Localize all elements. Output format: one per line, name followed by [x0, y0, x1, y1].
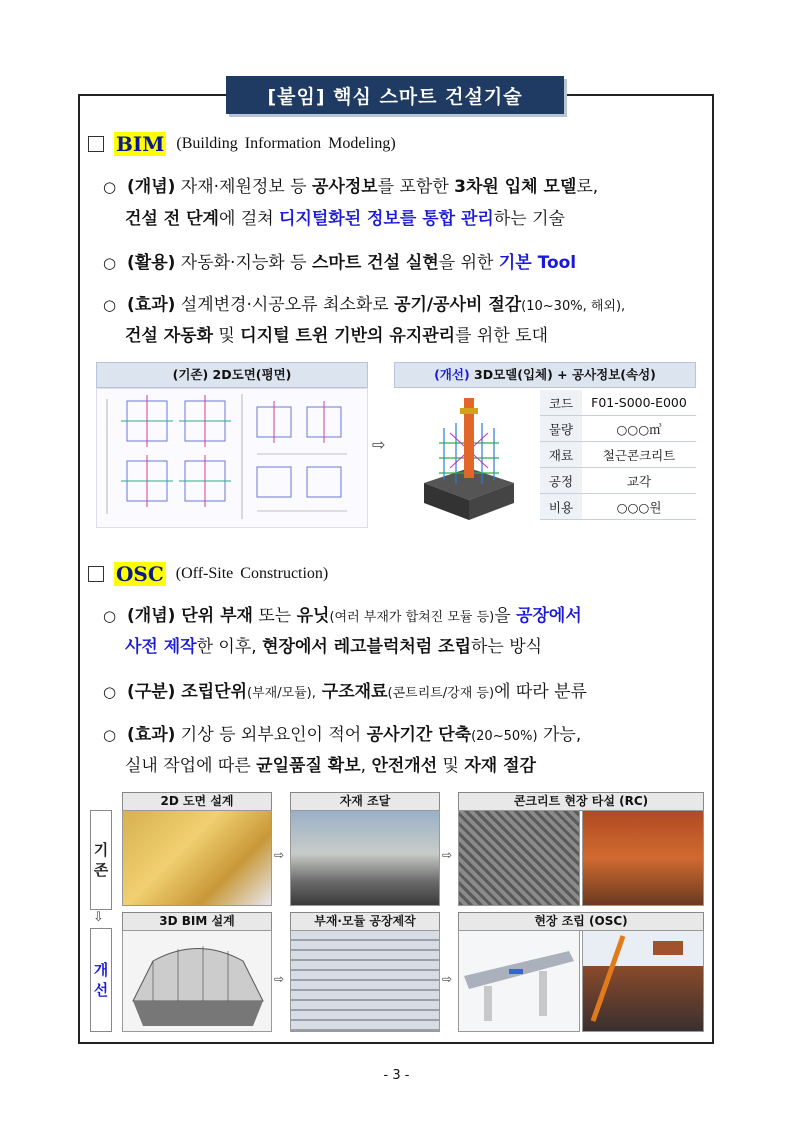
precast-slabs-image [290, 930, 440, 1032]
osc-item-1-cont: 사전 제작한 이후, 현장에서 레고블럭처럼 조립하는 방식 [125, 637, 543, 657]
bim-label: BIM [116, 132, 165, 156]
row1-col3-label: 콘크리트 현장 타설 (RC) [458, 792, 704, 811]
checkbox-square-icon [88, 136, 104, 152]
spec-table [540, 390, 696, 520]
row2-col3-label: 현장 조립 (OSC) [458, 912, 704, 931]
spec-row: 공정 교각 [540, 468, 696, 494]
osc-item-3: ○ (효과) 기상 등 외부요인이 적어 공사기간 단축(20~50%) 가능, [103, 725, 582, 745]
bim-item-1-cont: 건설 전 단계에 걸쳐 디지털화된 정보를 통합 관리하는 기술 [125, 209, 565, 229]
page-title: [붙임] 핵심 스마트 건설기술 [226, 76, 564, 114]
blueprint-rulers-image [122, 810, 272, 906]
bim-item-1: ○ (개념) 자재·제원정보 등 공사정보를 포함한 3차원 입체 모델로, [103, 177, 599, 197]
spec-row: 물량 ○○○㎥ [540, 416, 696, 442]
bim-item-3-cont: 건설 자동화 및 디지털 트윈 기반의 유지관리를 위한 토대 [125, 326, 549, 346]
page-number: - 3 - [383, 1068, 410, 1083]
circle-bullet-icon: ○ [103, 607, 117, 625]
right-arrow-icon: ⇨ [442, 972, 453, 986]
circle-bullet-icon: ○ [103, 683, 117, 701]
row1-col2-label: 자재 조달 [290, 792, 440, 811]
circle-bullet-icon: ○ [103, 296, 117, 314]
modular-building-crane-image [582, 930, 704, 1032]
rebar-site-image [458, 810, 580, 906]
3d-model-image [394, 388, 536, 528]
osc-subtitle: (Off-Site Construction) [175, 565, 329, 582]
row1-col1-label: 2D 도면 설계 [122, 792, 272, 811]
2d-drawing-image [96, 388, 368, 528]
right-arrow-icon: ⇨ [274, 848, 285, 862]
osc-label: OSC [116, 562, 164, 586]
right-arrow-icon: ⇨ [442, 848, 453, 862]
circle-bullet-icon: ○ [103, 254, 117, 272]
bim-item-2: ○ (활용) 자동화·지능화 등 스마트 건설 실현을 위한 기본 Tool [103, 253, 577, 273]
panel-right-header: (개선) 3D모델(입체) + 공사정보(속성) [394, 362, 696, 388]
osc-item-1: ○ (개념) 단위 부재 또는 유닛(여러 부재가 합쳐진 모듈 등)을 공장에서 [103, 606, 582, 626]
row-existing-label: 기존 [90, 810, 112, 910]
bim-subtitle: (Building Information Modeling) [176, 135, 396, 152]
spec-row: 비용 ○○○원 [540, 494, 696, 520]
osc-item-2: ○ (구분) 조립단위(부재/모듈), 구조재료(콘트리트/강재 등)에 따라 분류 [103, 682, 587, 702]
spec-row: 재료 철근콘크리트 [540, 442, 696, 468]
right-arrow-icon: ⇨ [274, 972, 285, 986]
panel-left-header: (기존) 2D도면(평면) [96, 362, 368, 388]
row2-col1-label: 3D BIM 설계 [122, 912, 272, 931]
bridge-assembly-image [458, 930, 580, 1032]
bim-heading [88, 132, 396, 156]
circle-bullet-icon: ○ [103, 726, 117, 744]
3d-bim-stadium-image [122, 930, 272, 1032]
osc-item-3-cont: 실내 작업에 따른 균일품질 확보, 안전개선 및 자재 절감 [125, 756, 536, 776]
down-arrow-icon: ⇩ [93, 910, 104, 925]
circle-bullet-icon: ○ [103, 178, 117, 196]
concrete-mixer-truck-image [290, 810, 440, 906]
right-arrow-icon: ⇨ [372, 435, 386, 454]
checkbox-square-icon [88, 566, 104, 582]
osc-heading [88, 562, 328, 586]
row2-col2-label: 부재·모듈 공장제작 [290, 912, 440, 931]
row-improved-label: 개선 [90, 928, 112, 1032]
formwork-site-image [582, 810, 704, 906]
spec-row: 코드 F01-S000-E000 [540, 390, 696, 416]
bim-item-3: ○ (효과) 설계변경·시공오류 최소화로 공기/공사비 절감(10~30%, 해외), [103, 295, 626, 315]
